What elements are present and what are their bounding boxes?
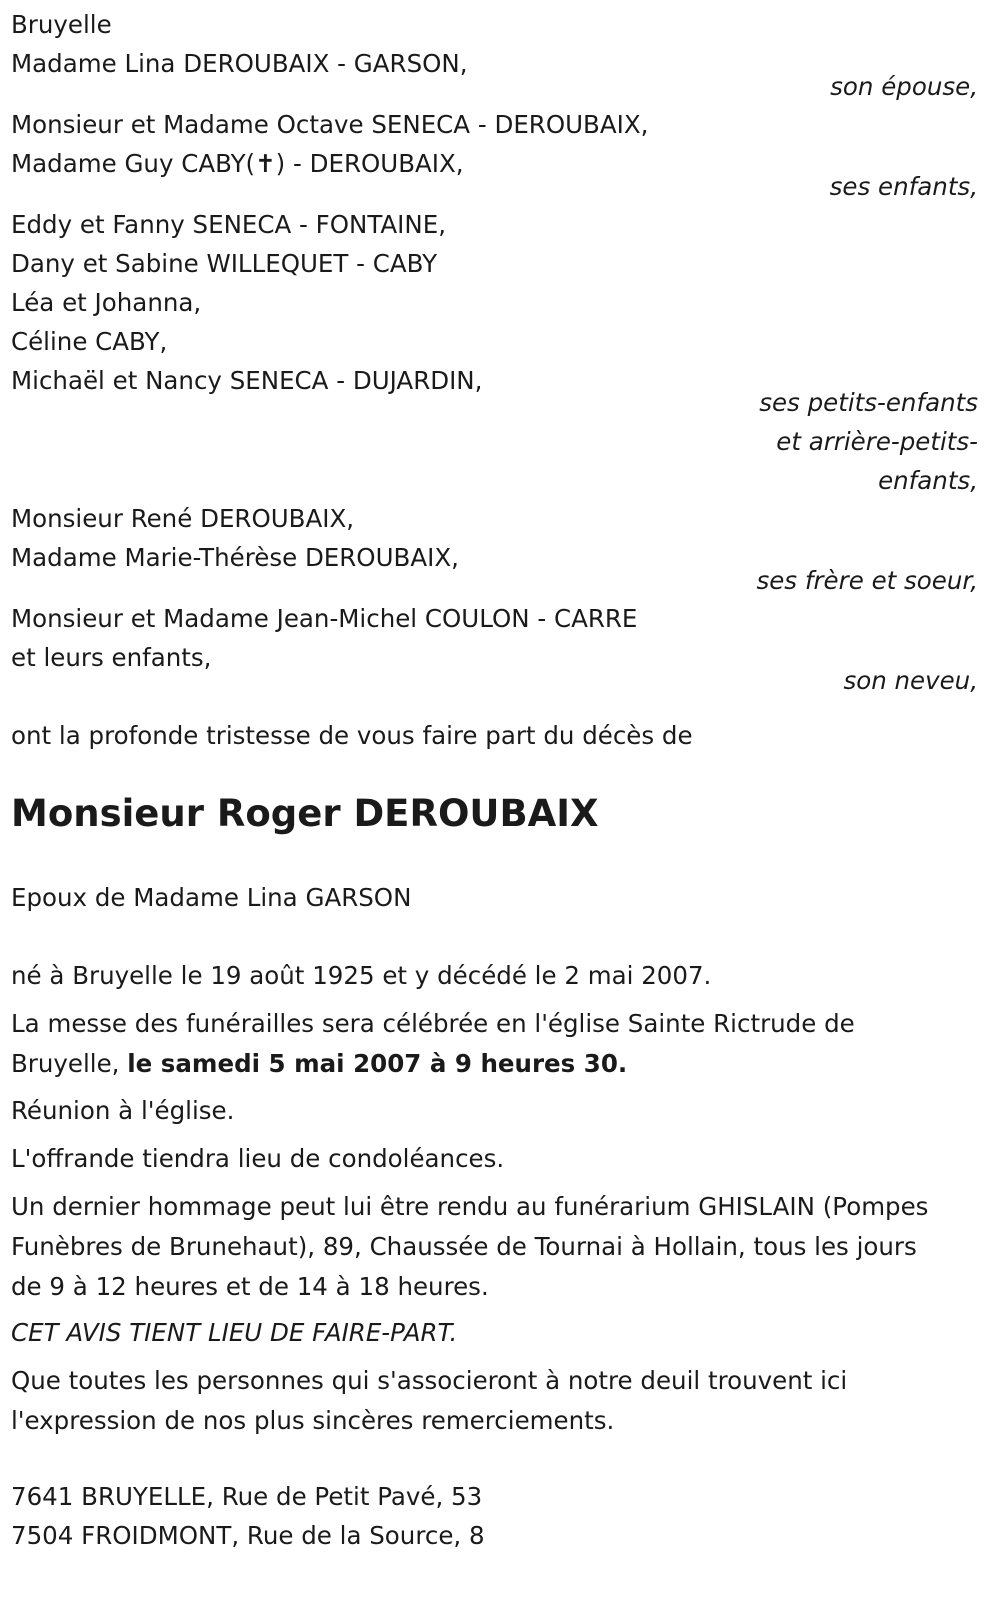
deceased-spouse-line: Epoux de Madame Lina GARSON xyxy=(11,883,412,912)
locality: Bruyelle xyxy=(11,10,112,39)
grandchild-name: Dany et Sabine WILLEQUET - CABY xyxy=(11,249,438,278)
nephew-name: et leurs enfants, xyxy=(11,643,212,672)
child-name: Madame Guy CABY(✝) - DEROUBAIX, xyxy=(11,149,464,178)
grandchild-name: Michaël et Nancy SENECA - DUJARDIN, xyxy=(11,366,483,395)
child-name: Monsieur et Madame Octave SENECA - DEROUBAIX, xyxy=(11,110,649,139)
spouse-role: son épouse, xyxy=(830,72,978,101)
tribute-paragraph: Un dernier hommage peut lui être rendu au funérarium GHISLAIN (Pompes Funèbres de Brunehaut), 89, Chaussée de Tournai à Hollain, tous les jours de 9 à 12 heures et de 14 à 18 heures. xyxy=(11,1192,929,1301)
mass-date: le samedi 5 mai 2007 à 9 heures 30. xyxy=(127,1049,628,1078)
announcement-text: ont la profonde tristesse de vous faire part du décès de xyxy=(11,721,693,750)
deceased-name: Monsieur Roger DEROUBAIX xyxy=(11,792,599,835)
sibling-name: Monsieur René DEROUBAIX, xyxy=(11,504,355,533)
offering-line: L'offrande tiendra lieu de condoléances. xyxy=(11,1144,505,1173)
grandchild-name: Eddy et Fanny SENECA - FONTAINE, xyxy=(11,210,447,239)
spouse-name: Madame Lina DEROUBAIX - GARSON, xyxy=(11,49,468,78)
grandchild-name: Céline CABY, xyxy=(11,327,168,356)
grandchildren-role-line: enfants, xyxy=(878,466,978,495)
sibling-name: Madame Marie-Thérèse DEROUBAIX, xyxy=(11,543,459,572)
nephew-name: Monsieur et Madame Jean-Michel COULON - CARRE xyxy=(11,604,638,633)
grandchildren-role-line: et arrière-petits- xyxy=(776,427,978,456)
mass-paragraph xyxy=(11,1004,951,1084)
nephew-role: son neveu, xyxy=(843,666,978,695)
thanks-paragraph: Que toutes les personnes qui s'associeront à notre deuil trouvent ici l'expression de nos plus sincères remerciements. xyxy=(11,1366,848,1435)
children-role: ses enfants, xyxy=(829,172,978,201)
notice-line: CET AVIS TIENT LIEU DE FAIRE-PART. xyxy=(11,1318,458,1347)
mass-text: La messe des funérailles sera célébrée en l'église Sainte Rictrude de Bruyelle, xyxy=(11,1009,855,1078)
grandchild-name: Léa et Johanna, xyxy=(11,288,202,317)
address-line: 7504 FROIDMONT, Rue de la Source, 8 xyxy=(11,1521,485,1550)
meeting-line: Réunion à l'église. xyxy=(11,1096,235,1125)
grandchildren-role-line: ses petits-enfants xyxy=(759,388,978,417)
birth-death-line: né à Bruyelle le 19 août 1925 et y décédé le 2 mai 2007. xyxy=(11,961,712,990)
siblings-role: ses frère et soeur, xyxy=(756,566,978,595)
address-line: 7641 BRUYELLE, Rue de Petit Pavé, 53 xyxy=(11,1482,483,1511)
